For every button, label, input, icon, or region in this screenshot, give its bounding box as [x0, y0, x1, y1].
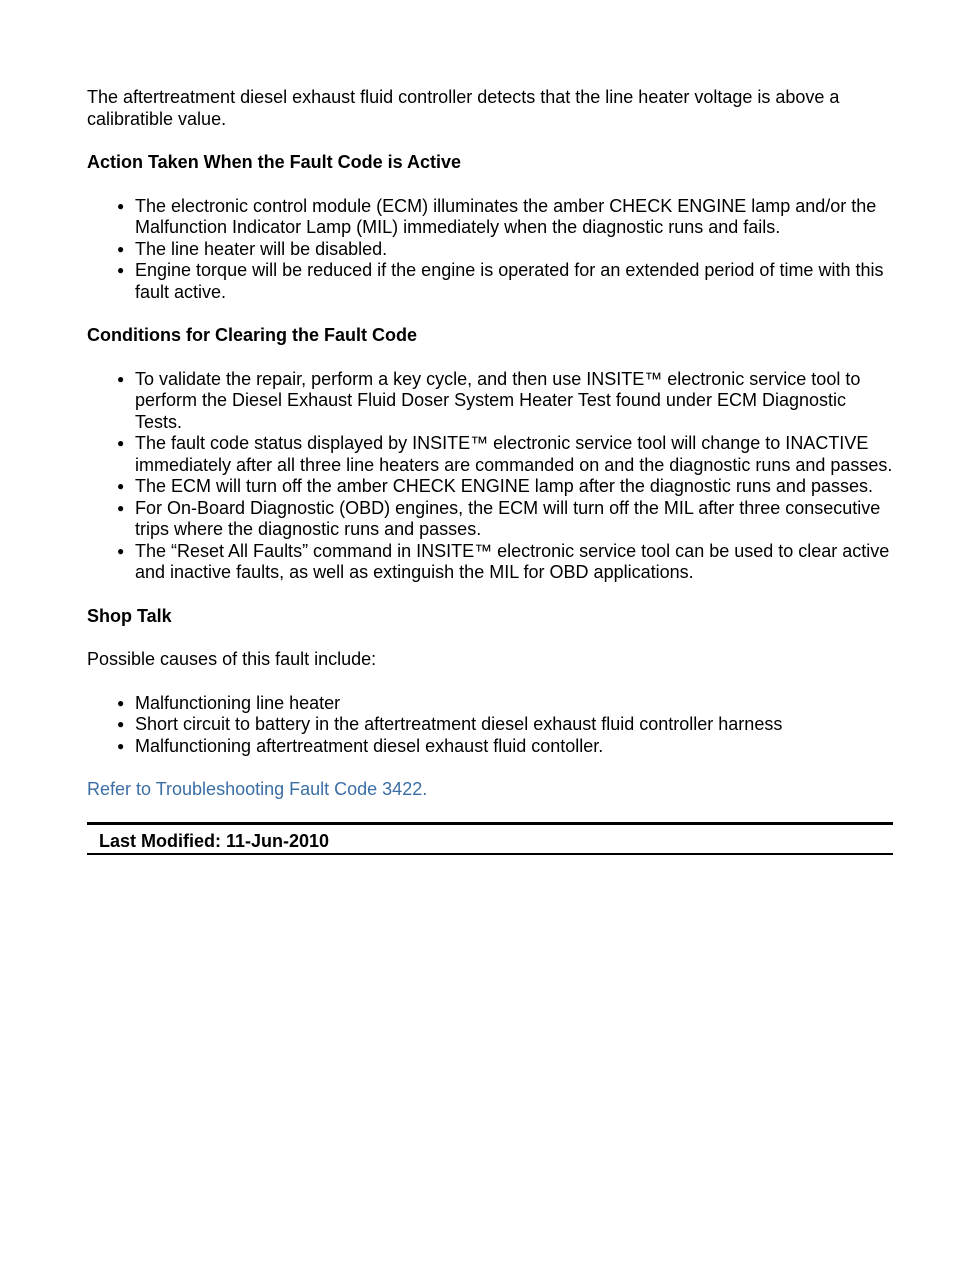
intro-paragraph: The aftertreatment diesel exhaust fluid controller detects that the line heater voltage is above a calibratible value. [87, 87, 840, 129]
list-item: ● To validate the repair, perform a key cycle, and then use INSITE™ electronic service tool to perform the Diesel Exhaust Fluid Doser System Heater Test found under ECM Diagnostic Tests. [117, 368, 861, 432]
list-item: ● The fault code status displayed by INSITE™ electronic service tool will change to INACTIVE immediately after all three line heaters are commanded on and the diagnostic runs and passes. [117, 433, 893, 475]
list-item: ● Malfunctioning line heater [117, 692, 341, 713]
bullet-icon: ● [117, 695, 125, 710]
bullet-icon: ● [117, 436, 125, 450]
list-item: ● The line heater will be disabled. [117, 238, 388, 259]
last-modified-text: Last Modified: 11-Jun-2010 [99, 830, 330, 851]
list-item: ● The “Reset All Faults” command in INSITE™ electronic service tool can be used to clear active and inactive faults, as well as extinguish the MIL for OBD applications. [117, 540, 890, 582]
list-item: ● Short circuit to battery in the aftertreatment diesel exhaust fluid controller harness [117, 714, 783, 734]
bullet-icon: ● [117, 500, 125, 515]
bullet-icon: ● [117, 738, 125, 753]
bullet-icon: ● [117, 543, 125, 558]
document-page [87, 87, 897, 855]
troubleshooting-link[interactable]: Refer to Troubleshooting Fault Code 3422. [87, 779, 428, 799]
list-item: ● The electronic control module (ECM) illuminates the amber CHECK ENGINE lamp and/or the Malfunction Indicator Lamp (MIL) immediately when the diagnostic runs and fails. [117, 195, 877, 237]
causes-list [87, 693, 897, 758]
action-heading: Action Taken When the Fault Code is Active [87, 152, 462, 172]
list-item: ● For On-Board Diagnostic (OBD) engines, the ECM will turn off the MIL after three consecutive trips where the diagnostic runs and passes. [117, 497, 881, 539]
list-item: ● Engine torque will be reduced if the engine is operated for an extended period of time with this fault active. [117, 260, 884, 302]
clearing-heading: Conditions for Clearing the Fault Code [87, 325, 417, 345]
causes-intro: Possible causes of this fault include: [87, 649, 377, 669]
list-item: ● Malfunctioning aftertreatment diesel exhaust fluid contoller. [117, 735, 604, 756]
bullet-icon: ● [117, 717, 125, 731]
bullet-icon: ● [117, 371, 125, 386]
shop-talk-heading: Shop Talk [87, 605, 172, 626]
bullet-icon: ● [117, 263, 125, 277]
bullet-icon: ● [117, 479, 125, 493]
last-modified-footer [87, 822, 893, 855]
bullet-icon: ● [117, 241, 125, 256]
action-list [87, 196, 897, 304]
clearing-list [87, 369, 897, 584]
bullet-icon: ● [117, 198, 125, 213]
list-item: ● The ECM will turn off the amber CHECK ENGINE lamp after the diagnostic runs and passes. [117, 476, 873, 496]
